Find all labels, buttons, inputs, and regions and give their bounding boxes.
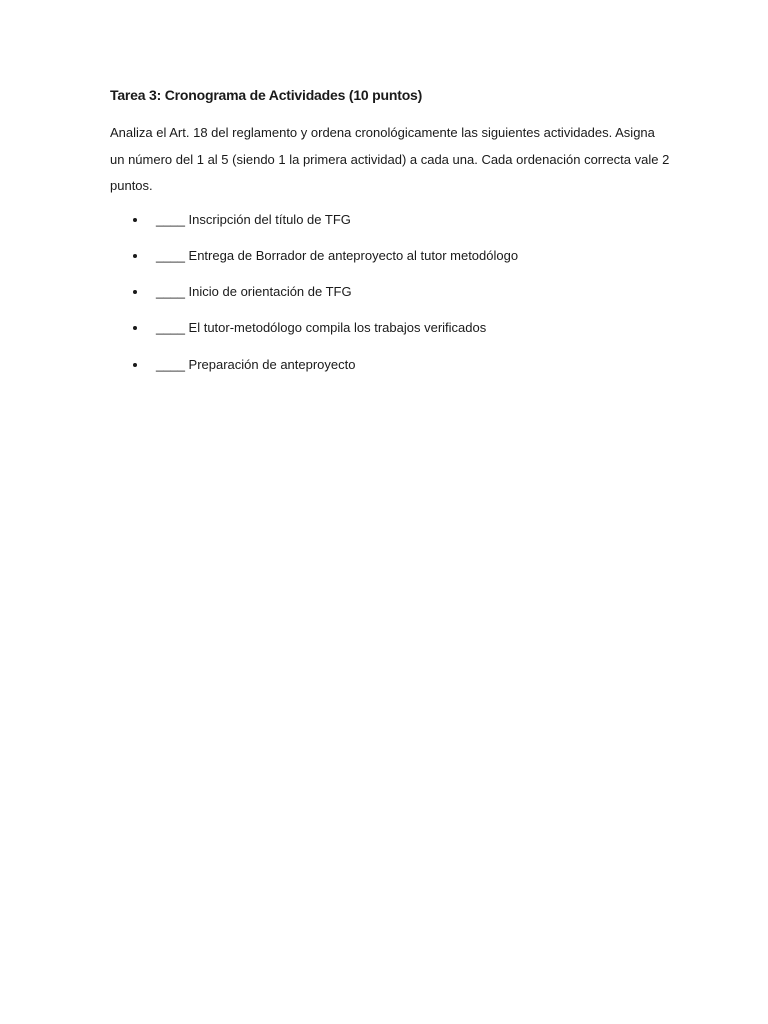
list-item xyxy=(110,246,670,282)
bullet-icon xyxy=(133,363,137,367)
activity-text: ____ Preparación de anteproyecto xyxy=(156,356,356,372)
list-item xyxy=(110,282,670,318)
activity-text: ____ Entrega de Borrador de anteproyecto al tutor metodólogo xyxy=(156,247,519,263)
list-item xyxy=(110,210,670,246)
list-item xyxy=(110,355,670,391)
activity-text: ____ Inicio de orientación de TFG xyxy=(156,284,352,300)
task-title: Tarea 3: Cronograma de Actividades (10 puntos) xyxy=(110,87,423,103)
bullet-icon xyxy=(133,290,137,294)
bullet-icon xyxy=(133,218,137,222)
activity-list xyxy=(110,210,670,391)
list-item xyxy=(110,318,670,354)
document-page xyxy=(110,84,670,391)
activity-text: ____ Inscripción del título de TFG xyxy=(156,211,351,227)
task-instructions: Analiza el Art. 18 del reglamento y ordena cronológicamente las siguientes actividades. Asigna un número del 1 al 5 (siendo 1 la primera actividad) a cada una. Cada ordenación correcta vale 2 puntos. xyxy=(110,125,670,193)
bullet-icon xyxy=(133,326,137,330)
activity-text: ____ El tutor-metodólogo compila los trabajos verificados xyxy=(156,320,487,336)
bullet-icon xyxy=(133,254,137,258)
